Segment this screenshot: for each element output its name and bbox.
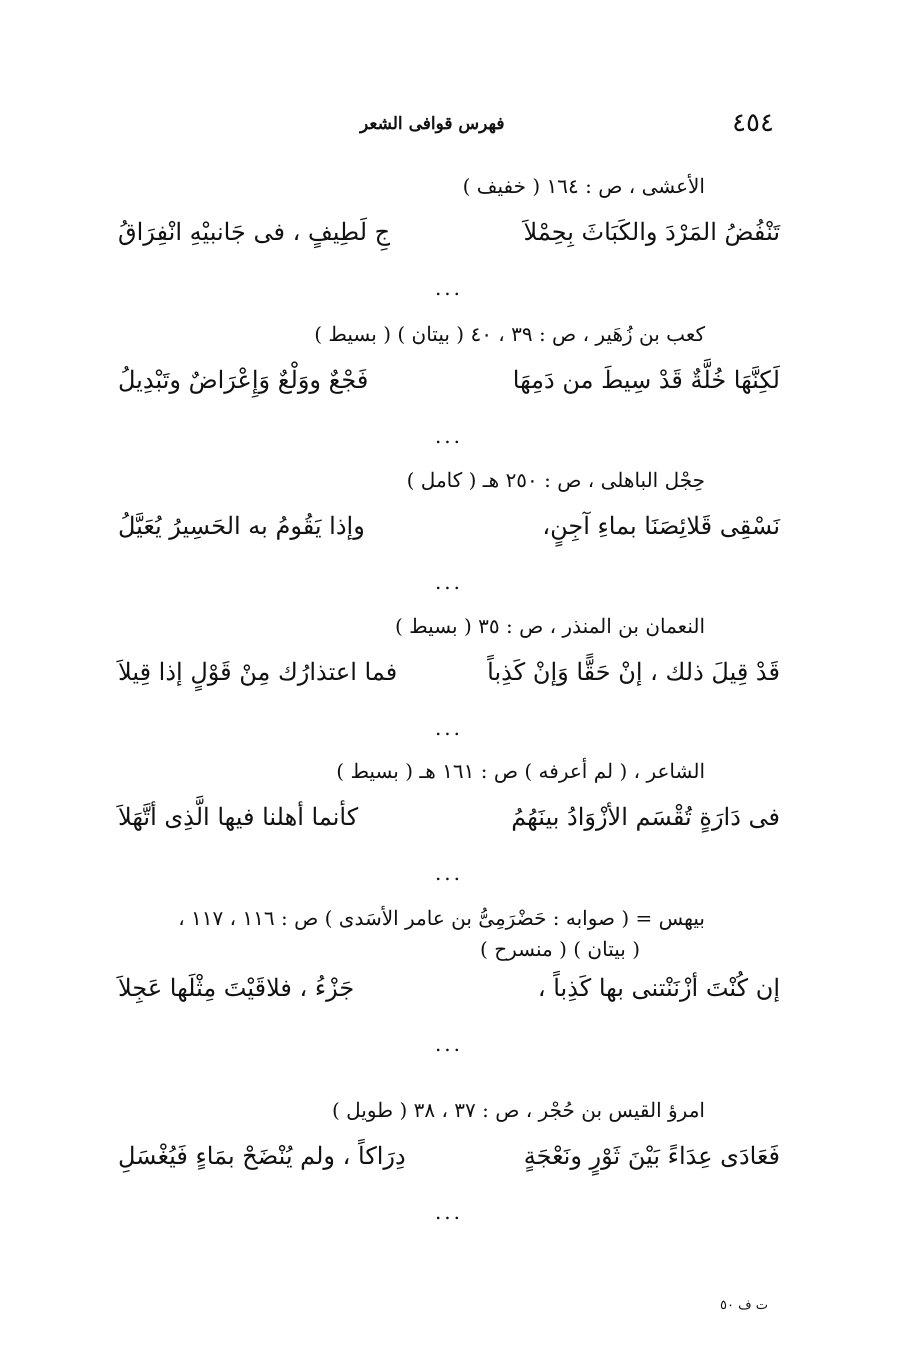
separator-dots: ... — [434, 716, 464, 740]
verse-second-hemistich: جَزْءُ ، فلاقَيْتَ مِثْلَها عَجِلاَ — [118, 974, 355, 1002]
verse-first-hemistich: قَدْ قِيلَ ذلك ، إنْ حَقًّا وَإنْ كَذِباً — [487, 658, 780, 686]
page-number: ٤٥٤ — [732, 108, 774, 138]
poem-entry — [118, 755, 780, 885]
verse-second-hemistich: جِ لَطِيفٍ ، فى جَانبيْهِ انْفِرَاقُ — [118, 218, 391, 246]
printer-signature: ت ف ٥٠ — [720, 1298, 768, 1313]
verse-first-hemistich: إن كُنْتَ أزْنَنْتنى بها كَذِباً ، — [537, 974, 780, 1002]
citation: الشاعر ، ( لم أعرفه ) ص : ١٦١ هـ ( بسيط ) — [336, 759, 705, 783]
separator-dots: ... — [434, 424, 464, 448]
citation: امرؤ القيس بن حُجْر ، ص : ٣٧ ، ٣٨ ( طويل ) — [331, 1098, 705, 1122]
page-header — [120, 108, 780, 140]
verse-line — [118, 358, 780, 402]
verse-line — [118, 966, 780, 1010]
poem-entry — [118, 170, 780, 300]
verse-line — [118, 795, 780, 839]
verse-first-hemistich: لَكِنَّهَا خُلَّةٌ قَدْ سِيطَ من دَمِهَا — [512, 366, 780, 394]
citation: النعمان بن المنذر ، ص : ٣٥ ( بسيط ) — [395, 614, 705, 638]
verse-line — [118, 1134, 780, 1178]
citation: حِجْل الباهلى ، ص : ٢٥٠ هـ ( كامل ) — [406, 468, 705, 492]
verse-first-hemistich: فى دَارَةٍ تُقْسَم الأزْوَادُ بينَهُمُ — [511, 803, 780, 831]
citation: الأعشى ، ص : ١٦٤ ( خفيف ) — [462, 174, 705, 198]
separator-dots: ... — [434, 1200, 464, 1224]
verse-second-hemistich: دِرَاكاً ، ولم يُنْضَحْ بمَاءٍ فَيُغْسَلِ — [118, 1142, 406, 1170]
verse-second-hemistich: فما اعتذارُك مِنْ قَوْلٍ إذا قِيلاَ — [118, 658, 398, 686]
running-title: فهرس قوافى الشعر — [360, 114, 505, 134]
verse-line — [118, 504, 780, 548]
verse-first-hemistich: تَنْفُضُ المَرْدَ والكَبَاثَ بِحِمْلاَ — [523, 218, 780, 246]
poem-entry — [118, 1094, 780, 1224]
verse-first-hemistich: فَعَادَى عِدَاءً بَيْنَ ثَوْرٍ ونَعْجَةٍ — [523, 1142, 780, 1170]
poem-entry — [118, 464, 780, 594]
separator-dots: ... — [434, 570, 464, 594]
poem-entry — [118, 902, 780, 1056]
separator-dots: ... — [434, 861, 464, 885]
verse-line — [118, 210, 780, 254]
citation-continuation: ( بيتان ) ( منسرح ) — [480, 937, 640, 961]
poem-entry — [118, 318, 780, 448]
citation: كعب بن زُهَير ، ص : ٣٩ ، ٤٠ ( بيتان ) ( بسيط ) — [314, 322, 705, 346]
verse-second-hemistich: فَجْعٌ ووَلْعٌ وَإِعْرَاضٌ وتَبْدِيلُ — [118, 366, 369, 394]
verse-second-hemistich: وإذا يَقُومُ به الحَسِيرُ يُعَيَّلُ — [118, 512, 365, 540]
verse-line — [118, 650, 780, 694]
verse-second-hemistich: كأنما أهلنا فيها الَّذِى أتَّهَلاَ — [118, 803, 359, 831]
verse-first-hemistich: نَسْقِى قَلائِصَنَا بماءِ آجِنٍ، — [542, 512, 780, 540]
separator-dots: ... — [434, 1032, 464, 1056]
separator-dots: ... — [434, 276, 464, 300]
citation: بيهس = ( صوابه : حَضْرَمِىُّ بن عامر الأسَدى ) ص : ١١٦ ، ١١٧ ، — [178, 906, 705, 930]
poem-entry — [118, 610, 780, 740]
